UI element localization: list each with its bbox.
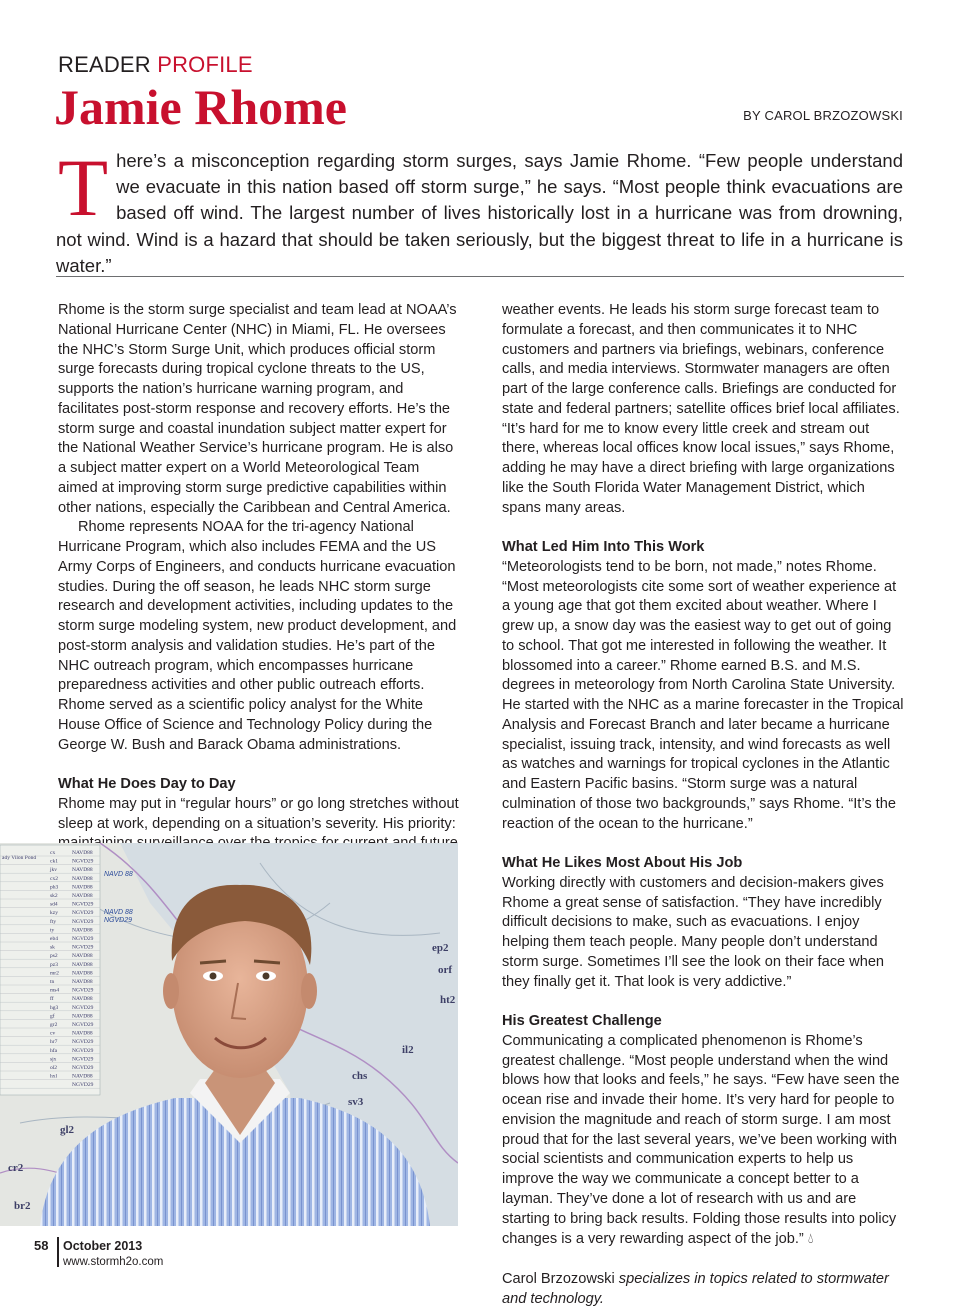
section-heading: What Led Him Into This Work	[502, 539, 705, 555]
data-table	[0, 845, 100, 1095]
ear	[301, 973, 317, 1009]
portrait-photo	[0, 843, 458, 1226]
table-code: ol2	[50, 1065, 58, 1071]
table-code: cx	[50, 850, 56, 856]
table-code: fty	[50, 918, 57, 925]
table-datum: NGVD29	[72, 1082, 94, 1089]
map-label: cr2	[8, 1162, 24, 1174]
table-code: hr7	[50, 1039, 58, 1046]
section-heading: What He Likes Most About His Job	[502, 855, 743, 871]
right-column	[502, 301, 906, 1310]
table-datum: NGVD29	[72, 1004, 94, 1011]
paragraph	[502, 1032, 906, 1250]
paragraph-text: Communicating a complicated phenomenon is Rhome’s greatest challenge. “Most people understand when the wind blows how that looks and feels,” he says. “Few have seen the ocean rise and invade their home. It’s very hard for people to envision the magnitude and reach of storm surge. I am most proud that for the last several years, we’ve been working with social scientists and communication experts to help us improve the way we communicate a concept better to a layman. They’ve done a lot of research with us and are starting to bring back results. Folding those results into policy changes is a very rewarding aspect of the job.”	[502, 1032, 900, 1248]
table-code: sk	[50, 944, 55, 951]
issue-date: October 2013	[63, 1239, 143, 1253]
kicker-profile: PROFILE	[157, 52, 253, 77]
table-datum: NAVD88	[72, 1030, 93, 1037]
table-datum: NGVD29	[72, 910, 94, 917]
table-code: ph3	[50, 884, 59, 891]
table-code: gr2	[50, 1022, 58, 1028]
section-heading: What He Does Day to Day	[58, 776, 236, 792]
table-code: mr2	[50, 970, 59, 977]
table-datum: NAVD88	[72, 996, 93, 1003]
table-datum: NAVD88	[72, 850, 93, 856]
byline: BY CAROL BRZOZOWSKI	[743, 108, 903, 123]
table-datum: NAVD88	[72, 970, 93, 977]
table-code: ff	[50, 996, 54, 1003]
map-label: ht2	[440, 994, 456, 1006]
paragraph: “Meteorologists tend to be born, not made,” notes Rhome. “Most meteorologists cite some sort of weather experience at a young age that got them excited about weather. Where I grew up, a snow day was the easiest way to get out of going to school. That got me interested in following the weather. It blossomed into a career.” Rhome earned B.S. and M.S. degrees in meteorology from North Carolina State University. He started with the NHC as a marine forecaster in the Tropical Analysis and Forecast Branch and later became a hurricane specialist, issuing track, intensity, and wind forecasts as well as watches and warnings for tropical cyclones in the Atlantic and Eastern Pacific basins. “Storm surge was a natural culmination of those two backgrounds,” says Rhome. “It’s the reaction of the ocean to the hurricane.”	[502, 558, 904, 832]
paragraph: Rhome represents NOAA for the tri-agency National Hurricane Program, which also includes FEMA and the US Army Corps of Engineers, and conducts hurricane evacuation studies. During the off season, he leads NHC storm surge research and development activities, including updates to the storm surge modeling system, new product development, and post-storm analysis and validation studies. He’s part of the NHC outreach program, which encompasses hurricane preparedness activities and other public outreach efforts. Rhome served as a scientific policy analyst for the White House Office of Science and Technology Policy during the George W. Bush and Barack Obama administrations.	[58, 519, 457, 753]
table-datum: NAVD88	[72, 961, 93, 968]
author-name: Carol Brzozowski	[502, 1271, 615, 1287]
table-datum: NAVD88	[72, 953, 93, 960]
map-label: gl2	[60, 1124, 75, 1136]
pupil	[210, 973, 217, 980]
table-datum: NGVD29	[72, 1047, 94, 1054]
author-note	[502, 1270, 906, 1310]
table-datum: NGVD29	[72, 918, 94, 925]
table-datum: NGVD29	[72, 987, 94, 994]
handwritten-note: NAVD 88	[104, 871, 133, 878]
article-title: Jamie Rhome	[54, 79, 347, 135]
table-datum: NAVD88	[72, 867, 93, 874]
table-code: hfa	[50, 1047, 58, 1054]
eyebrow	[200, 961, 226, 963]
table-datum: NGVD29	[72, 1065, 94, 1071]
table-datum: NAVD88	[72, 979, 93, 985]
pupil	[263, 973, 270, 980]
section-heading: His Greatest Challenge	[502, 1013, 662, 1029]
handwritten-note: NGVD29	[104, 917, 133, 924]
kicker-reader: READER	[58, 52, 151, 77]
ear	[163, 973, 179, 1009]
table-datum: NGVD29	[72, 1039, 94, 1046]
table-code: eb4	[50, 936, 58, 942]
table-code: sjx	[50, 1056, 57, 1063]
table-datum: NAVD88	[72, 875, 93, 882]
table-datum: NAVD88	[72, 893, 93, 899]
table-code: ps2	[50, 953, 58, 960]
map-label: chs	[352, 1070, 368, 1082]
table-code: cx2	[50, 875, 58, 882]
table-code: sd4	[50, 901, 58, 908]
section-kicker	[58, 52, 253, 78]
table-datum: NGVD29	[72, 1056, 94, 1063]
table-code: jkv	[50, 867, 58, 874]
table-datum: NAVD88	[72, 927, 93, 934]
footer-divider	[57, 1237, 59, 1267]
table-datum: NGVD29	[72, 858, 94, 865]
table-code: sk2	[50, 893, 58, 899]
portrait-illustration	[0, 843, 458, 1226]
paragraph: weather events. He leads his storm surge forecast team to formulate a forecast, and then communicates it to NHC customers and partners via briefings, webinars, conference calls, and media interviews. Stormwater managers are often part of the large conference calls. Briefings are conducted for state and federal partners; satellite offices brief local affiliates. “It’s hard for me to know every little creek and stream out there, whereas local offices know local issues,” says Rhome, adding he may have a direct briefing with large organizations like the South Florida Water Management District, which spans many areas.	[502, 302, 900, 516]
paragraph: Working directly with customers and decision-makers gives Rhome a great sense of satisfaction. “They have incredibly difficult decisions to make, such as evacuations. I enjoy helping them teach people. Many people don’t understand storm surge. Sometimes I’ll see the look on their face when they finally get it. That look is very addictive.”	[502, 874, 885, 990]
table-datum: NAVD88	[72, 1073, 93, 1080]
table-header: ady Vilon Pond	[2, 855, 37, 861]
table-datum: NGVD29	[72, 936, 94, 942]
table-code: gf	[50, 1013, 55, 1020]
table-datum: NGVD29	[72, 944, 94, 951]
map-label: sv3	[348, 1096, 364, 1108]
page-number: 58	[34, 1238, 49, 1253]
author-bio: specializes in topics related to stormwater and technology.	[502, 1271, 889, 1307]
table-code: hg3	[50, 1004, 59, 1011]
table-code: tn	[50, 979, 55, 985]
drop-cap: T	[58, 142, 109, 233]
table-code: ms4	[50, 987, 60, 994]
table-code: ty	[50, 927, 55, 934]
table-datum: NGVD29	[72, 901, 94, 908]
paragraph: Rhome may put in “regular hours” or go long stretches without sleep at work, depending on a situation’s severity. His priority:	[58, 795, 459, 832]
map-label: il2	[402, 1044, 414, 1056]
table-datum: NAVD88	[72, 1013, 93, 1020]
table-datum: NGVD29	[72, 1022, 94, 1028]
map-label: br2	[14, 1200, 31, 1212]
site-url: www.stormh2o.com	[63, 1256, 164, 1268]
table-code: hxl	[50, 1073, 58, 1080]
end-mark-icon: 💧︎	[807, 1230, 814, 1247]
intro-quote	[56, 142, 903, 279]
eyebrow	[254, 961, 280, 963]
table-code: cv	[50, 1030, 56, 1037]
paragraph: Rhome is the storm surge specialist and team lead at NOAA’s National Hurricane Center (NHC) in Miami, FL. He oversees the NHC’s Storm Surge Unit, which produces official storm surge forecasts during tropical cyclone threats to the US, supports the nation’s hurricane warning program, and facilitates post-storm response and recovery efforts. He’s the storm surge and coastal inundation subject matter expert for the National Weather Service’s hurricane program. He is also a subject matter expert on a World Meteorological Team aimed at improving storm surge predictive capabilities within other nations, especially the Caribbean and Central America.	[58, 302, 457, 516]
map-label: ep2	[432, 942, 449, 954]
handwritten-note: NAVD 88	[104, 909, 133, 916]
table-datum: NAVD88	[72, 884, 93, 891]
intro-text: here’s a misconception regarding storm surges, says Jamie Rhome. “Few people understand we evacuate in this nation based off storm surge,” he says. “Most people think evacuations are based off wind. The largest number of lives historically lost in a hurricane was from drowning, not wind. Wind is a hazard that should be taken seriously, but the biggest threat to life in a hurricane is water.”	[56, 150, 903, 276]
map-label: orf	[438, 964, 453, 976]
left-column	[58, 301, 462, 854]
table-code: pz3	[50, 961, 58, 968]
divider-rule	[56, 276, 904, 277]
table-code: ck1	[50, 858, 58, 865]
table-code: kzy	[50, 910, 58, 917]
